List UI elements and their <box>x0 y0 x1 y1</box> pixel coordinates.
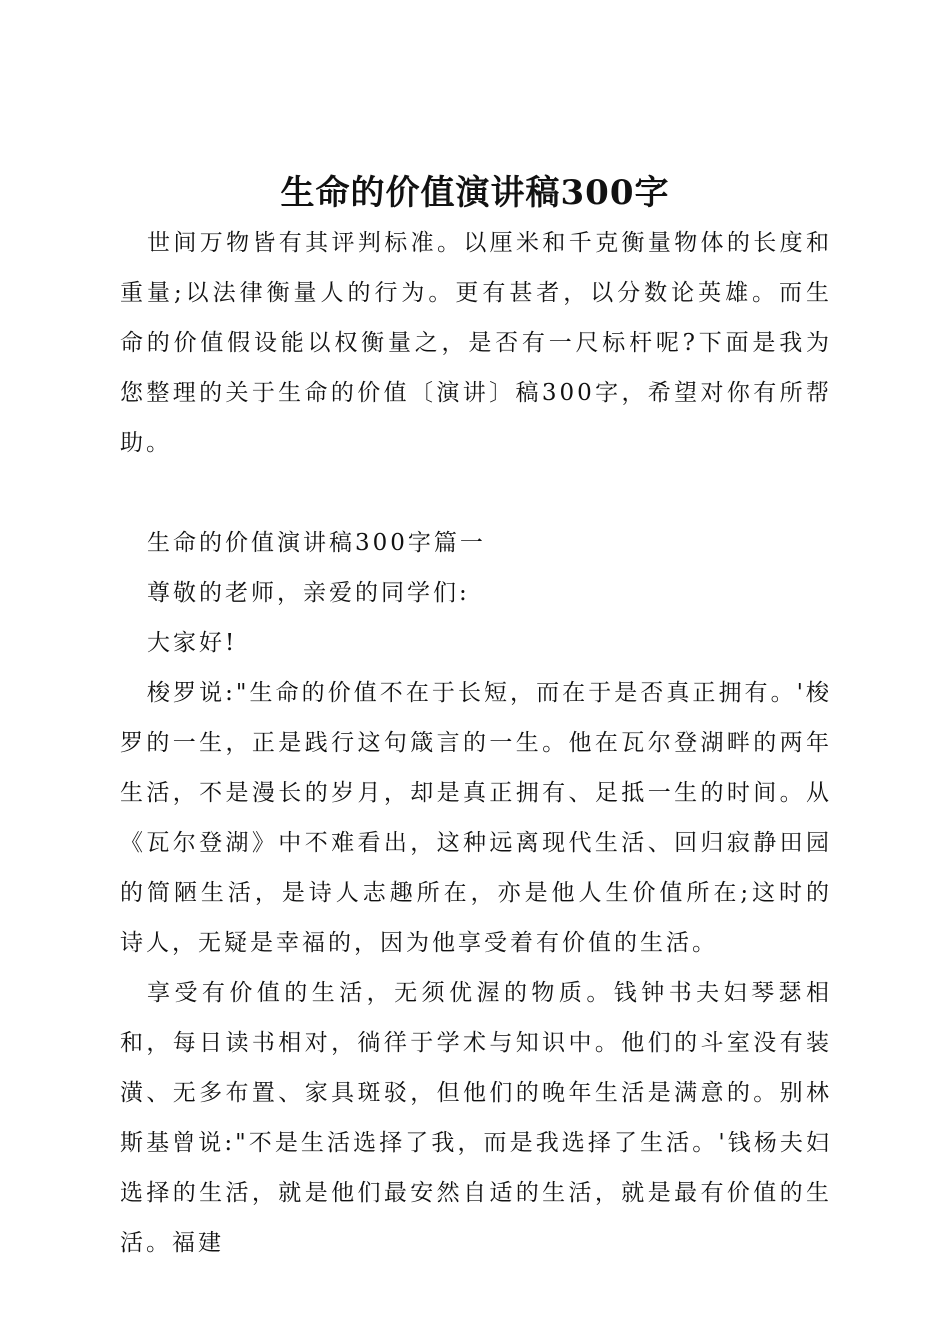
intro-paragraph: 世间万物皆有其评判标准。以厘米和千克衡量物体的长度和重量;以法律衡量人的行为。更有甚者，以分数论英雄。而生命的价值假设能以权衡量之，是否有一尺标杆呢?下面是我为您整理的关于生命的价值〔演讲〕稿300字，希望对你有所帮助。 <box>120 230 832 456</box>
greeting: 大家好! <box>147 630 238 656</box>
body-paragraph-2: 享受有价值的生活，无须优渥的物质。钱钟书夫妇琴瑟相和，每日读书相对，徜徉于学术与知识中。他们的斗室没有装潢、无多布置、家具斑驳，但他们的晚年生活是满意的。别林斯基曾说:"不是生活选择了我，而是我选择了生活。'钱杨夫妇选择的生活，就是他们最安然自适的生活，就是最有价值的生活。福建 <box>120 980 832 1256</box>
body-paragraph-1: 梭罗说:"生命的价值不在于长短，而在于是否真正拥有。'梭罗的一生，正是践行这句箴言的一生。他在瓦尔登湖畔的两年生活，不是漫长的岁月，却是真正拥有、足抵一生的时间。从《瓦尔登湖》中不难看出，这种远离现代生活、回归寂静田园的简陋生活，是诗人志趣所在，亦是他人生价值所在;这时的诗人，无疑是幸福的，因为他享受着有价值的生活。 <box>120 680 832 956</box>
document-title: 生命的价值演讲稿300字 <box>280 172 670 213</box>
section-title: 生命的价值演讲稿300字篇一 <box>147 530 486 556</box>
salutation: 尊敬的老师，亲爱的同学们: <box>147 580 470 606</box>
